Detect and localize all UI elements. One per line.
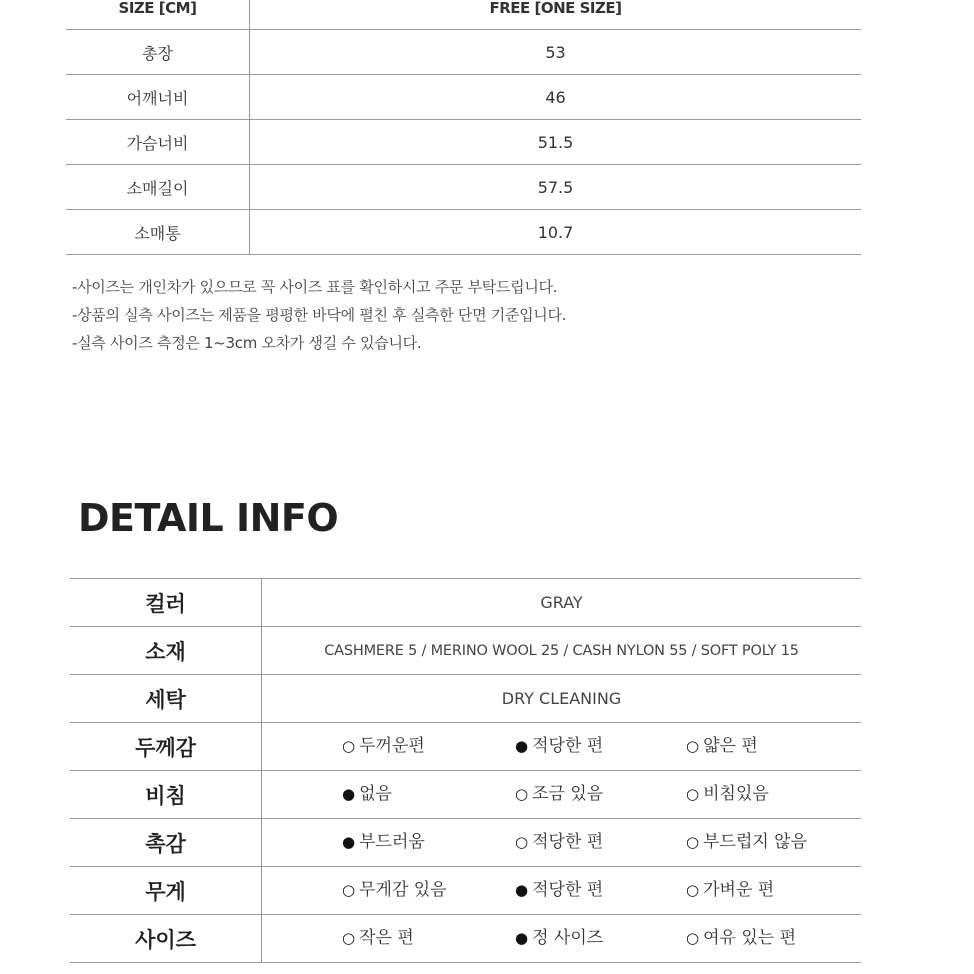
option-item bbox=[515, 915, 603, 962]
filled-circle-icon: ● bbox=[515, 881, 529, 899]
option-label: 적당한 편 bbox=[532, 832, 604, 852]
note-line: -상품의 실측 사이즈는 제품을 평평한 바닥에 펼친 후 실측한 단면 기준입니다. bbox=[72, 306, 567, 324]
filled-circle-icon: ● bbox=[342, 785, 356, 803]
filled-circle-icon: ● bbox=[515, 737, 529, 755]
option-item bbox=[686, 723, 758, 770]
option-item bbox=[342, 771, 392, 818]
detail-label: 비침 bbox=[70, 771, 262, 819]
option-label: 얇은 편 bbox=[703, 736, 758, 756]
detail-value: GRAY bbox=[262, 579, 862, 627]
detail-label: 사이즈 bbox=[70, 915, 262, 963]
size-row bbox=[66, 120, 861, 165]
option-item bbox=[686, 867, 774, 914]
size-row-value: 57.5 bbox=[250, 165, 862, 210]
option-item bbox=[342, 867, 447, 914]
option-item bbox=[686, 771, 769, 818]
detail-row-sheerness bbox=[70, 771, 861, 819]
empty-circle-icon: ○ bbox=[342, 737, 356, 755]
size-row-value: 51.5 bbox=[250, 120, 862, 165]
option-item bbox=[342, 723, 425, 770]
filled-circle-icon: ● bbox=[342, 833, 356, 851]
detail-label: 소재 bbox=[70, 627, 262, 675]
size-header-label: SIZE [CM] bbox=[66, 0, 250, 30]
option-item bbox=[686, 915, 796, 962]
note-line: -실측 사이즈 측정은 1~3cm 오차가 생길 수 있습니다. bbox=[72, 334, 422, 352]
option-label: 두꺼운편 bbox=[359, 736, 425, 756]
empty-circle-icon: ○ bbox=[686, 785, 700, 803]
size-row-label: 소매통 bbox=[66, 210, 250, 255]
detail-row-washing bbox=[70, 675, 861, 723]
empty-circle-icon: ○ bbox=[515, 785, 529, 803]
size-row-value: 46 bbox=[250, 75, 862, 120]
option-item bbox=[515, 723, 603, 770]
option-label: 비침있음 bbox=[703, 784, 769, 804]
detail-info-title: DETAIL INFO bbox=[78, 496, 339, 540]
empty-circle-icon: ○ bbox=[686, 881, 700, 899]
detail-row-material bbox=[70, 627, 861, 675]
option-item bbox=[515, 771, 603, 818]
option-label: 정 사이즈 bbox=[532, 928, 604, 948]
detail-value: DRY CLEANING bbox=[262, 675, 862, 723]
note-line: -사이즈는 개인차가 있으므로 꼭 사이즈 표를 확인하시고 주문 부탁드립니다. bbox=[72, 278, 558, 296]
size-row-value: 10.7 bbox=[250, 210, 862, 255]
empty-circle-icon: ○ bbox=[342, 929, 356, 947]
size-row-label: 소매길이 bbox=[66, 165, 250, 210]
size-table bbox=[66, 0, 861, 255]
option-item bbox=[515, 867, 603, 914]
detail-row-texture bbox=[70, 819, 861, 867]
option-item bbox=[342, 819, 425, 866]
size-row-label: 어깨너비 bbox=[66, 75, 250, 120]
detail-row-color bbox=[70, 579, 861, 627]
detail-label: 컬러 bbox=[70, 579, 262, 627]
detail-label: 세탁 bbox=[70, 675, 262, 723]
option-item bbox=[515, 819, 603, 866]
detail-label: 두께감 bbox=[70, 723, 262, 771]
option-item bbox=[342, 915, 414, 962]
detail-table bbox=[70, 578, 861, 963]
detail-row-thickness bbox=[70, 723, 861, 771]
option-label: 부드럽지 않음 bbox=[703, 832, 808, 852]
empty-circle-icon: ○ bbox=[342, 881, 356, 899]
empty-circle-icon: ○ bbox=[686, 929, 700, 947]
detail-label: 촉감 bbox=[70, 819, 262, 867]
size-table-header bbox=[66, 0, 861, 30]
detail-value: CASHMERE 5 / MERINO WOOL 25 / CASH NYLON 55 / SOFT POLY 15 bbox=[262, 627, 862, 675]
detail-label: 무게 bbox=[70, 867, 262, 915]
option-label: 없음 bbox=[359, 784, 392, 804]
size-row-value: 53 bbox=[250, 30, 862, 75]
option-label: 적당한 편 bbox=[532, 736, 604, 756]
filled-circle-icon: ● bbox=[515, 929, 529, 947]
detail-row-weight bbox=[70, 867, 861, 915]
option-label: 작은 편 bbox=[359, 928, 414, 948]
size-row-label: 가슴너비 bbox=[66, 120, 250, 165]
size-row-label: 총장 bbox=[66, 30, 250, 75]
empty-circle-icon: ○ bbox=[515, 833, 529, 851]
option-label: 적당한 편 bbox=[532, 880, 604, 900]
size-row bbox=[66, 210, 861, 255]
option-label: 가벼운 편 bbox=[703, 880, 775, 900]
size-row bbox=[66, 165, 861, 210]
size-row bbox=[66, 30, 861, 75]
option-label: 무게감 있음 bbox=[359, 880, 447, 900]
size-notes bbox=[72, 273, 566, 357]
size-header-value: FREE [ONE SIZE] bbox=[250, 0, 862, 30]
detail-row-fit bbox=[70, 915, 861, 963]
empty-circle-icon: ○ bbox=[686, 833, 700, 851]
option-label: 여유 있는 편 bbox=[703, 928, 797, 948]
option-label: 조금 있음 bbox=[532, 784, 604, 804]
size-row bbox=[66, 75, 861, 120]
option-item bbox=[686, 819, 807, 866]
option-label: 부드러움 bbox=[359, 832, 425, 852]
empty-circle-icon: ○ bbox=[686, 737, 700, 755]
